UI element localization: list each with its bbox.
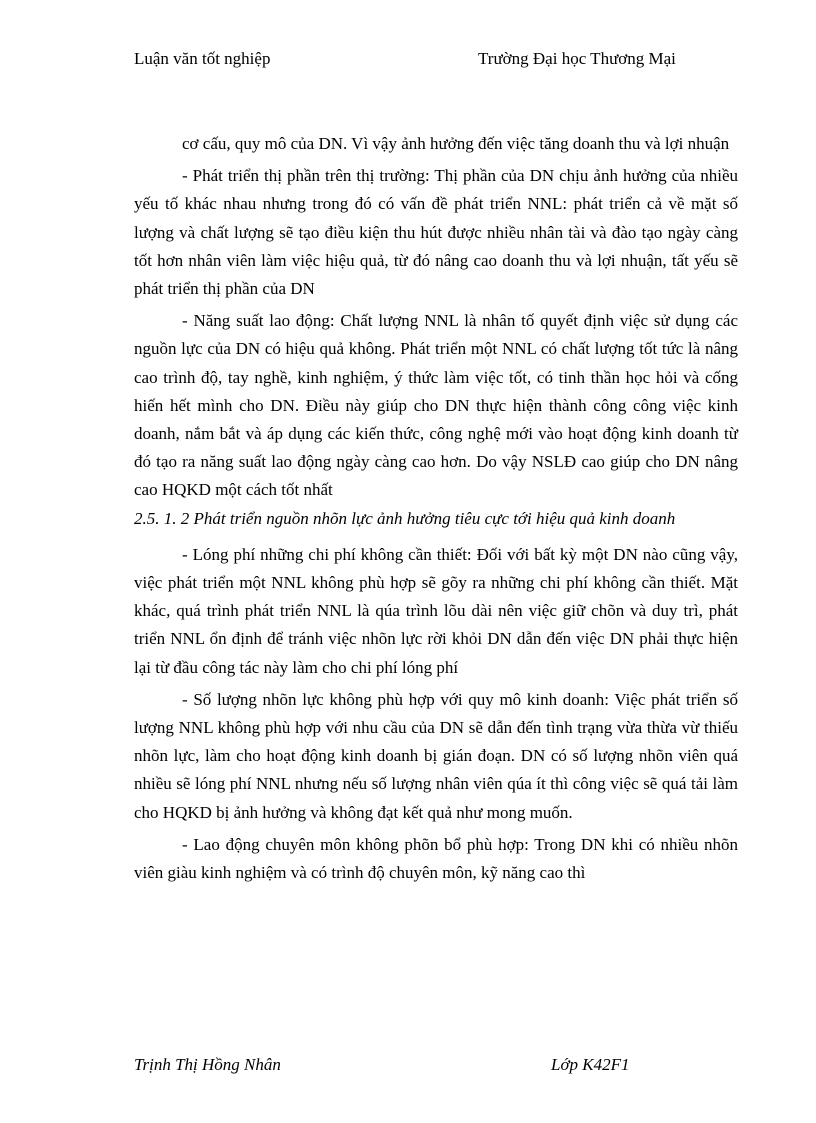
paragraph-wasted-costs: - Lóng phí những chi phí không cần thiết: Đối với bất kỳ một DN nào cũng vậy, việc phát triển một NNL không phù hợp sẽ gõy ra những chi phí không cần thiết. Mặt khác, quá trình phát triển NNL là qúa trình lõu dài nên việc giữ chõn và duy trì, phát triển NNL ổn định để tránh việc nhõn lực rời khỏi DN dẫn đến việc DN phải thực hiện lại từ đầu công tác này làm cho chi phí lóng phí [134, 544, 738, 677]
paragraph-specialist-allocation: - Lao động chuyên môn không phõn bổ phù hợp: Trong DN khi có nhiều nhõn viên giàu kinh nghiệm và có trình độ chuyên môn, kỹ năng cao thì [134, 834, 738, 883]
footer-author-name: Trịnh Thị Hồng Nhân [134, 1055, 281, 1074]
header-thesis-label: Luận văn tốt nghiệp [134, 49, 271, 68]
header-university-name: Trường Đại học Thương Mại [478, 49, 676, 68]
page-footer [134, 1055, 714, 1077]
paragraph-continuation: cơ cấu, quy mô của DN. Vì vậy ảnh hưởng đến việc tăng doanh thu và lợi nhuận [182, 134, 730, 153]
paragraph-workforce-size: - Số lượng nhõn lực không phù hợp với quy mô kinh doanh: Việc phát triển số lượng NNL không phù hợp với nhu cầu của DN sẽ dẫn đến tình trạng vừa thừa vừ thiếu nhõn lực, làm cho hoạt động kinh doanh bị gián đoạn. DN có số lượng nhõn viên quá nhiều sẽ lóng phí NNL nhưng nếu số lượng nhân viên qúa ít thì công việc sẽ quá tải làm cho HQKD bị ảnh hưởng và không đạt kết quả như mong muốn. [134, 689, 738, 822]
page-body [134, 130, 738, 887]
paragraph-labor-productivity: - Năng suất lao động: Chất lượng NNL là nhân tố quyết định việc sử dụng các nguồn lực của DN có hiệu quả không. Phát triển một NNL có chất lượng tốt tức là nâng cao trình độ, tay nghề, kinh nghiệm, ý thức làm việc tốt, có tinh thần học hỏi và cống hiến hết mình cho DN. Điều này giúp cho DN thực hiện thành công công việc kinh doanh, nắm bắt và áp dụng các kiến thức, công nghệ mới vào hoạt động kinh doanh từ đó tạo ra năng suất lao động ngày càng cao hơn. Do vậy NSLĐ cao giúp cho DN nâng cao HQKD một cách tốt nhất [134, 311, 738, 500]
page-header [134, 49, 714, 71]
footer-class-code: Lớp K42F1 [551, 1055, 630, 1074]
section-heading: 2.5. 1. 2 Phát triển nguồn nhõn lực ảnh hưởng tiêu cực tới hiệu quả kinh doanh [134, 508, 676, 528]
paragraph-market-share: - Phát triển thị phần trên thị trường: Thị phần của DN chịu ảnh hưởng của nhiều yếu tố khác nhau nhưng trong đó có vấn đề phát triển NNL: phát triển cả về mặt số lượng và chất lượng sẽ tạo điều kiện thu hút được nhiều nhân tài và đào tạo ngày càng tốt hơn nhân viên làm việc hiệu quả, từ đó nâng cao doanh thu và lợi nhuận, tất yếu sẽ phát triển thị phần của DN [134, 166, 738, 299]
